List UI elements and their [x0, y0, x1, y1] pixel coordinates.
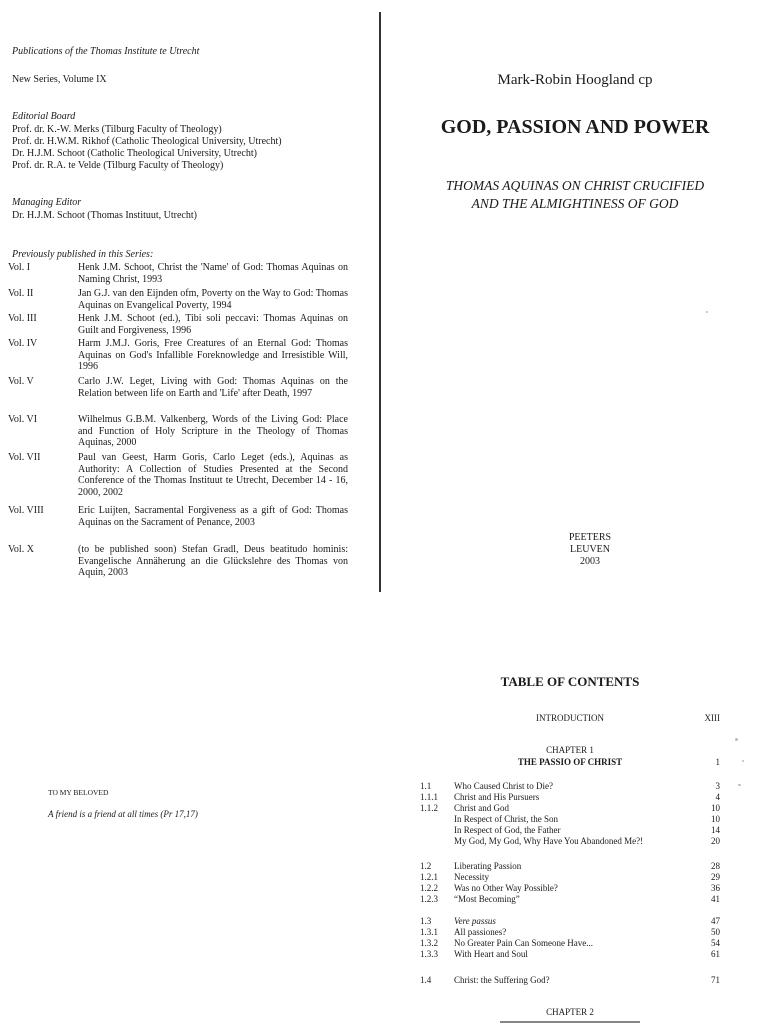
toc-entry-page: 61	[711, 949, 720, 959]
publication-year: 2003	[580, 556, 600, 567]
volume-number: Vol. III	[8, 313, 37, 324]
volume-description: Carlo J.W. Leget, Living with God: Thomas Aquinas on the Relation between life on Earth and 'Life' after Death, 1997	[78, 376, 348, 399]
scan-speck	[742, 760, 744, 762]
toc-introduction	[420, 713, 720, 727]
volume-number: Vol. VIII	[8, 505, 44, 516]
toc-entry-page: 10	[711, 814, 720, 824]
volume-number: Vol. X	[8, 544, 34, 555]
toc-entry-page: 3	[715, 781, 720, 791]
toc-entry-title: Who Caused Christ to Die?	[454, 781, 553, 791]
epigraph: A friend is a friend at all times (Pr 17,17)	[48, 809, 198, 819]
managing-editor: Dr. H.J.M. Schoot (Thomas Instituut, Utrecht)	[12, 210, 197, 221]
toc-entry-number: 1.2.2	[420, 883, 438, 893]
toc-entry-title: All passiones?	[454, 927, 507, 937]
toc-entry-title: With Heart and Soul	[454, 949, 528, 959]
volume-number: Vol. V	[8, 376, 34, 387]
toc-entry-number: 1.2.3	[420, 894, 438, 904]
managing-editor-heading: Managing Editor	[12, 197, 82, 208]
toc-entry-number: 1.1.2	[420, 803, 438, 813]
toc-entry-number: 1.2	[420, 861, 432, 871]
chapter-1-title: THE PASSIO OF CHRIST	[517, 757, 623, 767]
toc-entry-page: 71	[711, 975, 720, 985]
chapter-1-label: CHAPTER 1	[546, 745, 594, 755]
volume-description: Henk J.M. Schoot, Christ the 'Name' of God: Thomas Aquinas on Naming Christ, 1993	[78, 262, 348, 285]
toc-entry-number: 1.1.1	[420, 792, 438, 802]
toc-entry-page: 54	[711, 938, 720, 948]
toc-entry-page: 36	[711, 883, 720, 893]
author-name: Mark-Robin Hoogland cp	[497, 72, 653, 88]
chapter-2-label: CHAPTER 2	[546, 1007, 594, 1017]
volume-description: Jan G.J. van den Eijnden ofm, Poverty on the Way to God: Thomas Aquinas on Evangelical Poverty, 1994	[78, 288, 348, 311]
toc-introduction-page: XIII	[704, 713, 720, 723]
chapter-1-page: 1	[715, 757, 720, 767]
volume-description: Eric Luijten, Sacramental Forgiveness as a gift of God: Thomas Aquinas on the Sacrament of Penance, 2003	[78, 505, 348, 528]
volume-number: Vol. VI	[8, 414, 38, 425]
subtitle-line-2: AND THE ALMIGHTINESS OF GOD	[471, 196, 679, 211]
volume-entry	[8, 338, 348, 378]
volume-number: Vol. II	[8, 288, 34, 299]
toc-entry-title: In Respect of God, the Father	[454, 825, 561, 835]
editorial-board-member: Prof. dr. R.A. te Velde (Tilburg Faculty of Theology)	[12, 160, 224, 171]
toc-entry-number: 1.3	[420, 916, 432, 926]
subtitle-line-1: THOMAS AQUINAS ON CHRIST CRUCIFIED	[445, 178, 705, 193]
toc-entry-page: 14	[711, 825, 720, 835]
editorial-board-member: Dr. H.J.M. Schoot (Catholic Theological University, Utrecht)	[12, 148, 257, 159]
toc-entry-number: 1.3.3	[420, 949, 438, 959]
toc-entry-title: No Greater Pain Can Someone Have...	[454, 938, 593, 948]
publisher-city: LEUVEN	[570, 544, 610, 555]
toc-entry-title: In Respect of Christ, the Son	[454, 814, 558, 824]
scan-speck	[738, 784, 741, 786]
toc-entry-page: 20	[711, 836, 720, 846]
publisher-name: PEETERS	[568, 532, 612, 543]
toc-entry-title: Vere passus	[454, 916, 496, 926]
editorial-board-member: Prof. dr. K.-W. Merks (Tilburg Faculty of Theology)	[12, 124, 222, 135]
volume-number: Vol. IV	[8, 338, 38, 349]
series-title: Publications of the Thomas Institute te Utrecht	[12, 46, 200, 57]
toc-entry-title: Christ and His Pursuers	[454, 792, 540, 802]
volume-description: Wilhelmus G.B.M. Valkenberg, Words of the Living God: Place and Function of Holy Scripture in the Theology of Thomas Aquinas, 2000	[78, 414, 348, 448]
volume-number: Vol. I	[8, 262, 31, 273]
toc-entry-page: 50	[711, 927, 720, 937]
toc-entry-title: Necessity	[454, 872, 489, 882]
chapter-2-title-cropped	[500, 1019, 640, 1024]
toc-entry-number: 1.3.2	[420, 938, 438, 948]
toc-entry-title: Liberating Passion	[454, 861, 522, 871]
toc-entry-number: 1.1	[420, 781, 432, 791]
toc-entry-page: 41	[711, 894, 720, 904]
scan-speck	[706, 311, 708, 313]
toc-entry-page: 47	[711, 916, 720, 926]
publisher-block	[540, 532, 640, 568]
toc-entry-title: Christ and God	[454, 803, 509, 813]
toc-introduction-title: INTRODUCTION	[536, 713, 604, 723]
toc-entry-page: 10	[711, 803, 720, 813]
toc-entry-number: 1.4	[420, 975, 432, 985]
toc-entry-page: 29	[711, 872, 720, 882]
volume-description: (to be published soon) Stefan Gradl, Deus beatitudo hominis: Evangelische Annäherung an die Glückslehre des Thomas von Aquin, 2003	[78, 544, 348, 578]
volume-entry	[8, 505, 348, 535]
editorial-board-member: Prof. dr. H.W.M. Rikhof (Catholic Theological University, Utrecht)	[12, 136, 282, 147]
volume-entry	[8, 452, 348, 504]
toc-entry-page: 4	[715, 792, 720, 802]
toc-entry-page: 28	[711, 861, 720, 871]
toc-heading: TABLE OF CONTENTS	[500, 674, 640, 689]
series-volume: New Series, Volume IX	[12, 74, 107, 85]
previously-published-heading: Previously published in this Series:	[12, 249, 154, 260]
chapter-1-heading	[420, 757, 720, 771]
toc-entry-title: Was no Other Way Possible?	[454, 883, 558, 893]
editorial-board-heading: Editorial Board	[12, 111, 76, 122]
volume-description: Paul van Geest, Harm Goris, Carlo Leget (eds.), Aquinas as Authority: A Collection of Studies Presented at the Second Conference of the Thomas Instituut te Utrecht, December 14 - 16, 2000, 2002	[78, 452, 348, 498]
toc-entry-number: 1.3.1	[420, 927, 438, 937]
volume-number: Vol. VII	[8, 452, 41, 463]
toc-entry-number: 1.2.1	[420, 872, 438, 882]
volume-entry	[8, 544, 348, 584]
toc-entry-title: My God, My God, Why Have You Abandoned Me?!	[454, 836, 644, 846]
book-title: GOD, PASSION AND POWER	[440, 116, 710, 138]
volume-description: Harm J.M.J. Goris, Free Creatures of an Eternal God: Thomas Aquinas on God's Infallible Foreknowledge and Irresistible Will, 1996	[78, 338, 348, 372]
volume-description: Henk J.M. Schoot (ed.), Tibi soli peccavi: Thomas Aquinas on Guilt and Forgiveness, 1996	[78, 313, 348, 336]
scan-speck	[735, 738, 738, 741]
dedication: TO MY BELOVED	[48, 788, 109, 797]
toc-entry-title: Christ: the Suffering God?	[454, 975, 550, 985]
toc-entry-title: “Most Becoming”	[454, 894, 520, 904]
volume-entry	[8, 414, 348, 454]
page-divider	[379, 12, 381, 592]
volume-entry	[8, 376, 348, 416]
